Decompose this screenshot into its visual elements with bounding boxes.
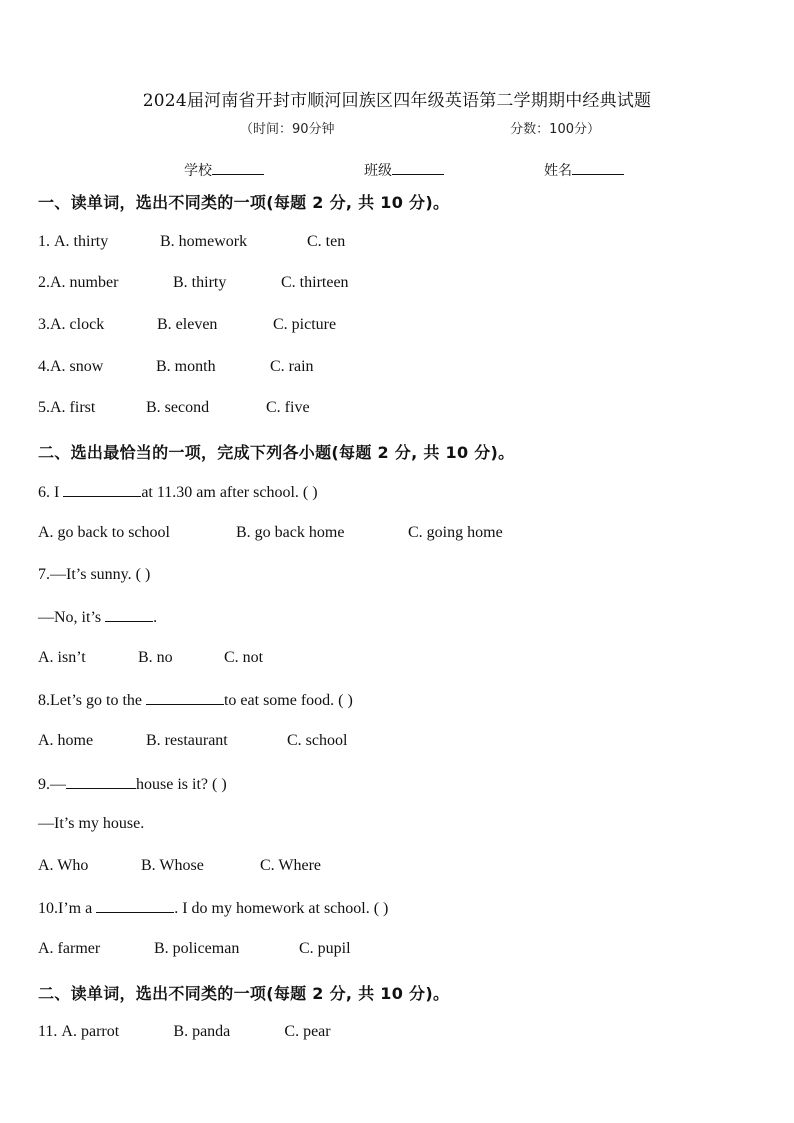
- option-c: C. rain: [270, 358, 314, 375]
- name-field: [544, 160, 624, 180]
- student-info: [184, 160, 624, 180]
- option-a: A. farmer: [38, 940, 101, 957]
- question-stem: .: [153, 609, 158, 626]
- option-b: B. month: [156, 358, 216, 375]
- question-stem: 8.Let’s go to the: [38, 692, 146, 709]
- answer-blank[interactable]: [146, 690, 224, 705]
- question-number: 3.: [38, 316, 50, 333]
- option-b: B. panda: [173, 1023, 231, 1040]
- question-3: [38, 316, 336, 334]
- question-stem: —No, it’s: [38, 609, 106, 626]
- question-6-options: [38, 524, 503, 542]
- question-7: 7.—It’s sunny. ( ): [38, 566, 151, 583]
- option-c: C. pear: [284, 1023, 331, 1040]
- option-b: B. no: [138, 649, 173, 666]
- class-blank[interactable]: [392, 161, 444, 175]
- question-7-reply: [38, 607, 157, 627]
- option-c: C. going home: [408, 524, 503, 541]
- option-c: C. five: [266, 399, 310, 416]
- school-blank[interactable]: [212, 161, 264, 175]
- page-title: 2024届河南省开封市顺河回族区四年级英语第二学期期中经典试题: [142, 91, 652, 111]
- school-field: [184, 160, 264, 180]
- option-a: A. thirty: [54, 233, 109, 250]
- option-b: B. policeman: [154, 940, 240, 957]
- question-10: [38, 898, 388, 918]
- question-stem: 9.—: [38, 776, 66, 793]
- option-b: B. Whose: [141, 857, 204, 874]
- exam-score: 分数：100分）: [510, 122, 600, 137]
- section-heading: 一、读单词，选出不同类的一项(每题 2 分, 共 10 分)。: [38, 193, 450, 212]
- option-c: C. thirteen: [281, 274, 349, 291]
- question-number: 11.: [38, 1023, 62, 1040]
- question-4: [38, 358, 314, 376]
- class-label: 班级: [364, 163, 392, 179]
- option-a: A. snow: [50, 358, 104, 375]
- question-8-options: [38, 732, 347, 750]
- option-a: A. first: [50, 399, 96, 416]
- exam-time: （时间：90分钟: [240, 122, 335, 137]
- question-9-reply: —It’s my house.: [38, 815, 145, 832]
- question-9-options: [38, 857, 321, 875]
- answer-blank[interactable]: [96, 898, 174, 913]
- answer-blank[interactable]: [66, 774, 136, 789]
- question-stem: 6. I: [38, 484, 64, 501]
- option-a: A. go back to school: [38, 524, 170, 541]
- question-10-options: [38, 940, 351, 958]
- question-stem: at 11.30 am after school. ( ): [141, 484, 318, 501]
- option-b: B. second: [146, 399, 210, 416]
- question-5: [38, 399, 310, 417]
- option-b: B. restaurant: [146, 732, 228, 749]
- question-6: [38, 482, 318, 502]
- question-1: [38, 233, 345, 251]
- class-field: [364, 160, 444, 180]
- question-number: 4.: [38, 358, 50, 375]
- option-c: C. school: [287, 732, 348, 749]
- option-a: A. isn’t: [38, 649, 86, 666]
- question-number: 2.: [38, 274, 50, 291]
- name-blank[interactable]: [572, 161, 624, 175]
- answer-blank[interactable]: [105, 607, 153, 622]
- option-b: B. homework: [160, 233, 248, 250]
- option-b: B. go back home: [236, 524, 345, 541]
- option-a: A. clock: [50, 316, 105, 333]
- question-9: [38, 774, 227, 794]
- exam-meta: [240, 118, 600, 137]
- question-number: 5.: [38, 399, 50, 416]
- option-c: C. picture: [273, 316, 337, 333]
- question-8: [38, 690, 353, 710]
- question-number: 1.: [38, 233, 54, 250]
- option-c: C. pupil: [299, 940, 351, 957]
- question-stem: to eat some food. ( ): [223, 692, 353, 709]
- school-label: 学校: [184, 163, 212, 179]
- option-a: A. home: [38, 732, 94, 749]
- question-7-options: [38, 649, 263, 667]
- option-c: C. ten: [307, 233, 346, 250]
- question-stem: house is it? ( ): [136, 776, 227, 793]
- section-heading: 二、读单词，选出不同类的一项(每题 2 分, 共 10 分)。: [38, 984, 450, 1003]
- option-b: B. thirty: [173, 274, 227, 291]
- section-heading: 二、选出最恰当的一项，完成下列各小题(每题 2 分, 共 10 分)。: [38, 443, 515, 462]
- option-a: A. parrot: [61, 1023, 120, 1040]
- option-c: C. Where: [260, 857, 322, 874]
- question-stem: . I do my homework at school. ( ): [174, 900, 389, 917]
- question-stem: 10.I’m a: [38, 900, 97, 917]
- option-c: C. not: [224, 649, 264, 666]
- option-a: A. Who: [38, 857, 89, 874]
- question-2: [38, 274, 349, 292]
- name-label: 姓名: [544, 163, 572, 179]
- answer-blank[interactable]: [63, 482, 141, 497]
- option-a: A. number: [50, 274, 119, 291]
- question-11: [38, 1023, 331, 1041]
- option-b: B. eleven: [157, 316, 218, 333]
